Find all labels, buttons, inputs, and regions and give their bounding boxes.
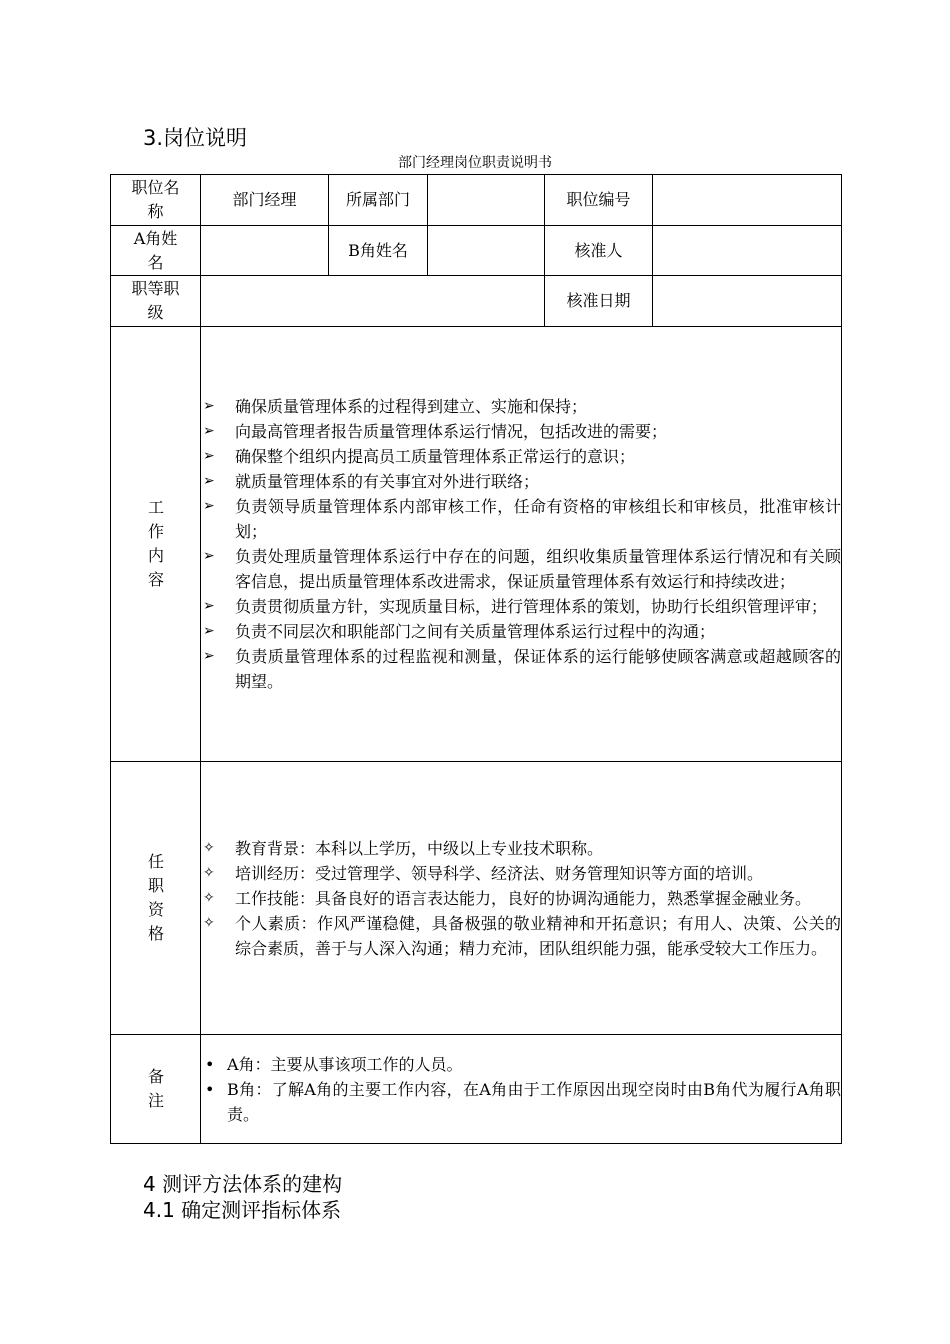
work-content-cell (201, 327, 842, 762)
arrow-bullet-icon: ➢ (203, 398, 215, 414)
arrow-bullet-icon: ➢ (203, 448, 215, 464)
list-item (201, 1077, 841, 1127)
value-b-role-name (428, 226, 545, 276)
list-item-text: 确保整个组织内提高员工质量管理体系正常运行的意识； (235, 447, 636, 466)
list-item-text: 负责质量管理体系的过程监视和测量，保证体系的运行能够使顾客满意或超越顾客的期望。 (235, 647, 841, 691)
arrow-bullet-icon: ➢ (203, 648, 215, 664)
list-item-text: 负责处理质量管理体系运行中存在的问题，组织收集质量管理体系运行情况和有关顾客信息，提出质量管理体系改进需求，保证质量管理体系有效运行和持续改进； (235, 547, 841, 591)
list-item (201, 394, 841, 419)
list-item (201, 911, 841, 961)
list-item (201, 886, 841, 911)
list-item (201, 619, 841, 644)
label-text: 职位名称 (131, 178, 180, 221)
list-item-text: B角：了解A角的主要工作内容，在A角由于工作原因出现空岗时由B角代为履行A角职责。 (227, 1079, 841, 1124)
list-item (201, 469, 841, 494)
arrow-bullet-icon: ➢ (203, 548, 215, 564)
label-remarks (111, 1035, 201, 1144)
diamond-bullet-icon: ✧ (203, 839, 215, 856)
arrow-bullet-icon: ➢ (203, 598, 215, 614)
label-a-role-name (111, 226, 201, 276)
arrow-bullet-icon: ➢ (203, 498, 215, 514)
remarks-list (201, 1052, 841, 1127)
list-item (201, 861, 841, 886)
dot-bullet-icon: • (205, 1079, 215, 1099)
label-approver: 核准人 (545, 226, 653, 276)
table-row (111, 762, 842, 1035)
list-item-text: 培训经历：受过管理学、领导科学、经济法、财务管理知识等方面的培训。 (235, 863, 764, 883)
list-item (201, 644, 841, 694)
list-item-text: 负责贯彻质量方针，实现质量目标，进行管理体系的策划，协助行长组织管理评审； (235, 597, 828, 616)
table-row (111, 276, 842, 327)
table-row (111, 226, 842, 276)
label-text: 任职资格 (148, 852, 165, 943)
table-caption: 部门经理岗位职责说明书 (398, 155, 552, 171)
list-item (201, 494, 841, 544)
label-b-role-name: B角姓名 (329, 226, 428, 276)
value-grade (201, 276, 545, 327)
list-item (201, 444, 841, 469)
value-position-name: 部门经理 (201, 175, 329, 226)
list-item (201, 544, 841, 594)
list-item (201, 594, 841, 619)
label-text: A角姓名 (133, 228, 178, 272)
arrow-bullet-icon: ➢ (203, 473, 215, 489)
qualification-list (201, 836, 841, 961)
arrow-bullet-icon: ➢ (203, 423, 215, 439)
label-qualification (111, 762, 201, 1035)
list-item-text: 工作技能：具备良好的语言表达能力，良好的协调沟通能力，熟悉掌握金融业务。 (235, 888, 812, 908)
list-item (201, 419, 841, 444)
list-item-text: 就质量管理体系的有关事宜对外进行联络； (235, 472, 540, 491)
list-item-text: 教育背景：本科以上学历，中级以上专业技术职称。 (235, 838, 604, 858)
value-approver (653, 226, 842, 276)
table-row (111, 175, 842, 226)
label-approval-date: 核准日期 (545, 276, 653, 327)
value-department (428, 175, 545, 226)
list-item-text: 个人素质：作风严谨稳健，具备极强的敬业精神和开拓意识；有用人、决策、公关的综合素质，善于与人深入沟通；精力充沛，团队组织能力强，能承受较大工作压力。 (235, 913, 841, 958)
label-grade (111, 276, 201, 327)
diamond-bullet-icon: ✧ (203, 889, 215, 906)
list-item-text: A角：主要从事该项工作的人员。 (227, 1054, 463, 1074)
remarks-cell (201, 1035, 842, 1144)
diamond-bullet-icon: ✧ (203, 864, 215, 881)
list-item-text: 向最高管理者报告质量管理体系运行情况，包括改进的需要； (235, 422, 668, 441)
label-text: 备注 (148, 1067, 165, 1110)
arrow-bullet-icon: ➢ (203, 623, 215, 639)
label-work-content (111, 327, 201, 762)
label-position-code: 职位编号 (545, 175, 653, 226)
value-approval-date (653, 276, 842, 327)
job-description-table (110, 174, 842, 1144)
label-text: 工作内容 (148, 498, 165, 589)
table-row (111, 327, 842, 762)
list-item-text: 负责不同层次和职能部门之间有关质量管理体系运行过程中的沟通； (235, 622, 716, 641)
dot-bullet-icon: • (205, 1054, 215, 1074)
work-content-list (201, 394, 841, 694)
label-text: 职等职级 (131, 279, 180, 322)
section-heading-4-1: 4.1 确定测评指标体系 (143, 1198, 342, 1222)
section-heading-3: 3.岗位说明 (143, 126, 248, 150)
value-a-role-name (201, 226, 329, 276)
diamond-bullet-icon: ✧ (203, 914, 215, 931)
value-position-code (653, 175, 842, 226)
label-position-name (111, 175, 201, 226)
section-heading-4: 4 测评方法体系的建构 (143, 1172, 343, 1196)
qualification-cell (201, 762, 842, 1035)
table-row (111, 1035, 842, 1144)
list-item-text: 确保质量管理体系的过程得到建立、实施和保持； (235, 397, 588, 416)
label-department: 所属部门 (329, 175, 428, 226)
list-item (201, 836, 841, 861)
list-item-text: 负责领导质量管理体系内部审核工作，任命有资格的审核组长和审核员，批准审核计划； (235, 497, 841, 541)
list-item (201, 1052, 841, 1077)
